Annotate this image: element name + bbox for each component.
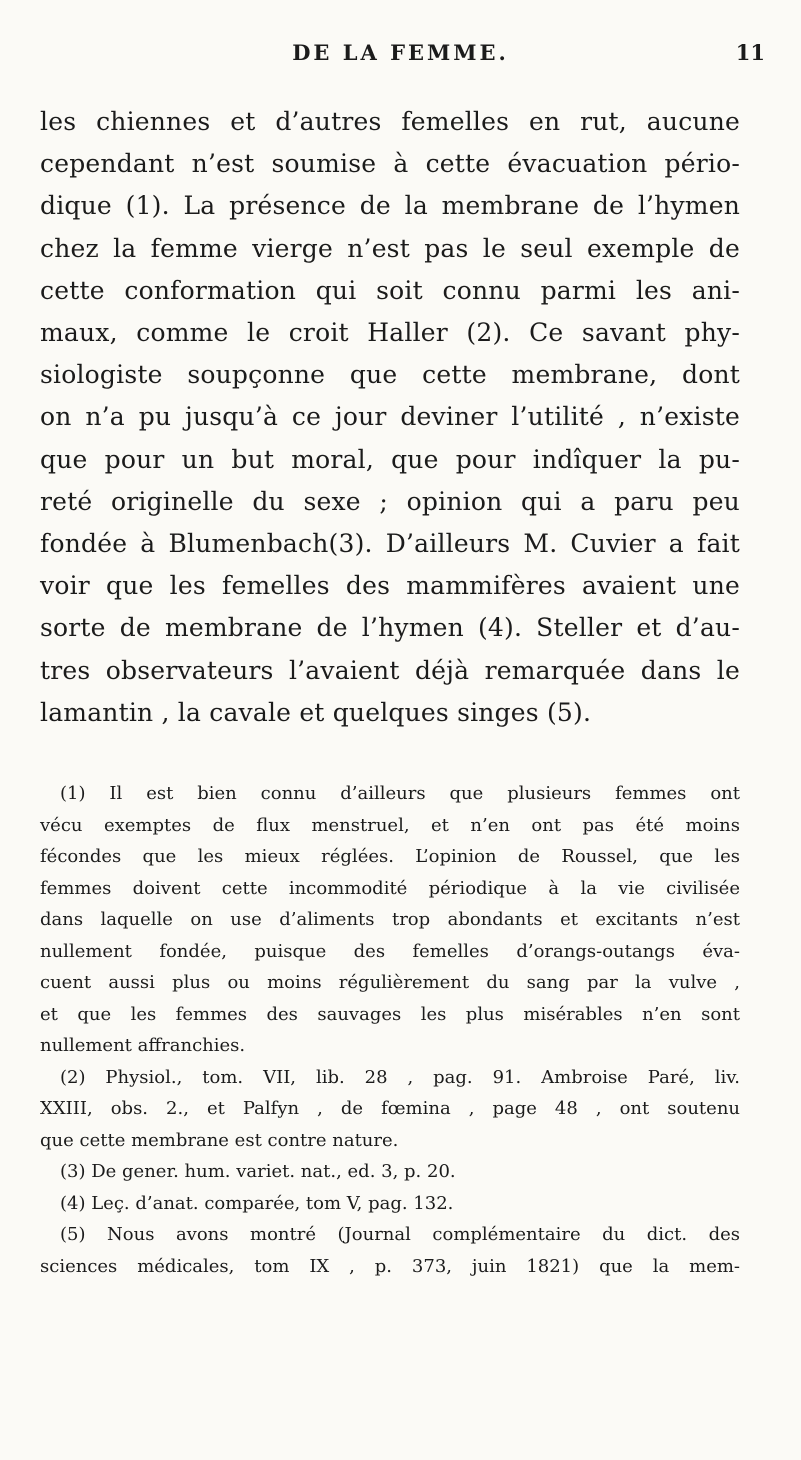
- body-line: chez la femme vierge n’est pas le seul exemple de: [40, 233, 740, 263]
- body-line: dique (1). La présence de la membrane de l’hymen: [40, 191, 740, 221]
- body-line: tres observateurs l’avaient déjà remarquée dans le: [40, 655, 740, 685]
- body-line: on n’a pu jusqu’à ce jour deviner l’utilité , n’existe: [40, 402, 740, 432]
- body-line: cependant n’est soumise à cette évacuation pério-: [40, 149, 740, 179]
- footnote-line: (5) Nous avons montré (Journal complémentaire du dict. des: [60, 1224, 740, 1245]
- footnote-line: femmes doivent cette incommodité périodique à la vie civilisée: [40, 877, 740, 899]
- page-header: [0, 40, 801, 70]
- body-line: reté originelle du sexe ; opinion qui a paru peu: [40, 486, 740, 516]
- body-text: [40, 101, 740, 734]
- footnotes: [40, 778, 740, 1282]
- footnote-line: (1) Il est bien connu d’ailleurs que plusieurs femmes ont: [60, 783, 740, 804]
- body-line: siologiste soupçonne que cette membrane, dont: [40, 360, 740, 390]
- footnote-line: XXIII, obs. 2., et Palfyn , de fœmina , page 48 , ont soutenu: [40, 1098, 740, 1119]
- footnote-line: fécondes que les mieux réglées. L’opinion de Roussel, que les: [40, 846, 740, 867]
- body-line: sorte de membrane de l’hymen (4). Steller et d’au-: [40, 613, 740, 643]
- footnote-line: dans laquelle on use d’aliments trop abondants et excitants n’est: [40, 909, 740, 930]
- body-line: fondée à Blumenbach(3). D’ailleurs M. Cuvier a fait: [40, 529, 740, 559]
- footnote-line: nullement fondée, puisque des femelles d’orangs-outangs éva-: [40, 940, 740, 962]
- footnote-line: sciences médicales, tom IX , p. 373, juin 1821) que la mem-: [40, 1255, 740, 1277]
- body-line: lamantin , la cavale et quelques singes (5).: [40, 697, 592, 727]
- page-number: 11: [735, 40, 765, 65]
- footnote-line: (4) Leç. d’anat. comparée, tom V, pag. 132.: [60, 1192, 454, 1214]
- body-line: que pour un but moral, que pour indîquer la pu-: [40, 444, 740, 474]
- body-line: les chiennes et d’autres femelles en rut, aucune: [40, 107, 740, 136]
- body-line: voir que les femelles des mammifères avaient une: [40, 571, 740, 601]
- body-line: cette conformation qui soit connu parmi les ani-: [40, 275, 740, 305]
- footnote-line: (3) De gener. hum. variet. nat., ed. 3, p. 20.: [60, 1161, 456, 1182]
- running-head: DE LA FEMME.: [292, 40, 509, 65]
- footnote-line: nullement affranchies.: [40, 1035, 246, 1056]
- footnote-line: cuent aussi plus ou moins régulièrement du sang par la vulve ,: [40, 972, 740, 993]
- footnote-line: vécu exemptes de flux menstruel, et n’en ont pas été moins: [40, 814, 740, 836]
- footnote-line: (2) Physiol., tom. VII, lib. 28 , pag. 91. Ambroise Paré, liv.: [60, 1066, 740, 1088]
- footnote-line: et que les femmes des sauvages les plus misérables n’en sont: [40, 1003, 740, 1025]
- footnote-line: que cette membrane est contre nature.: [40, 1129, 399, 1151]
- body-line: maux, comme le croit Haller (2). Ce savant phy-: [40, 318, 740, 348]
